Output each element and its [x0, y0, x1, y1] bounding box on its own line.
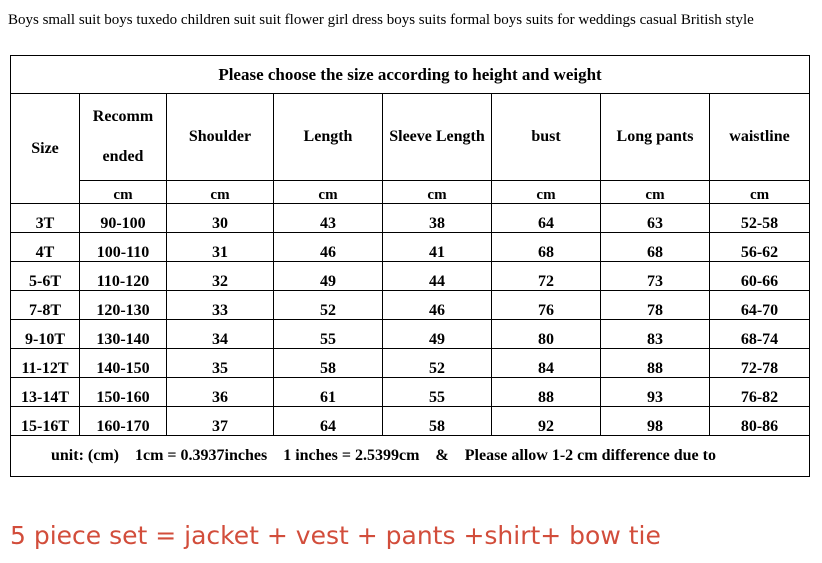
table-cell: 52 — [383, 349, 492, 378]
table-cell: 61 — [274, 378, 383, 407]
footer-unit: unit: (cm) — [51, 447, 119, 464]
size-label-cell: 15-16T — [11, 407, 80, 436]
table-footer — [11, 436, 810, 477]
table-cell: 120-130 — [80, 291, 167, 320]
table-row — [11, 320, 810, 349]
table-cell: 64 — [274, 407, 383, 436]
table-cell: 84 — [492, 349, 601, 378]
table-cell: 64-70 — [710, 291, 810, 320]
table-cell: 83 — [601, 320, 710, 349]
header-recommended: Recomm ended — [80, 94, 167, 181]
table-cell: 55 — [383, 378, 492, 407]
table-cell: 41 — [383, 233, 492, 262]
table-cell: 88 — [492, 378, 601, 407]
table-cell: 80-86 — [710, 407, 810, 436]
table-cell: 160-170 — [80, 407, 167, 436]
table-cell: 100-110 — [80, 233, 167, 262]
table-row — [11, 378, 810, 407]
table-cell: 55 — [274, 320, 383, 349]
footer-note: Please allow 1-2 cm difference due to — [464, 447, 716, 464]
table-cell: 63 — [601, 204, 710, 233]
unit-cell: cm — [167, 181, 274, 204]
table-cell: 73 — [601, 262, 710, 291]
table-header-row — [11, 94, 810, 181]
table-cell: 76 — [492, 291, 601, 320]
table-cell: 37 — [167, 407, 274, 436]
table-caption-row — [11, 56, 810, 94]
table-cell: 46 — [383, 291, 492, 320]
unit-cell: cm — [274, 181, 383, 204]
table-cell: 49 — [274, 262, 383, 291]
size-label-cell: 3T — [11, 204, 80, 233]
table-cell: 49 — [383, 320, 492, 349]
table-cell: 110-120 — [80, 262, 167, 291]
size-label-cell: 4T — [11, 233, 80, 262]
unit-cell: cm — [492, 181, 601, 204]
size-label-cell: 7-8T — [11, 291, 80, 320]
table-row — [11, 233, 810, 262]
table-cell: 72-78 — [710, 349, 810, 378]
table-cell: 52 — [274, 291, 383, 320]
unit-cell: cm — [601, 181, 710, 204]
table-caption: Please choose the size according to height and weight — [11, 56, 810, 94]
table-cell: 56-62 — [710, 233, 810, 262]
table-cell: 36 — [167, 378, 274, 407]
footer-conversion-inch: 1 inches = 2.5399cm — [283, 447, 420, 464]
table-footer-row — [11, 436, 810, 477]
table-cell: 80 — [492, 320, 601, 349]
table-cell: 58 — [383, 407, 492, 436]
table-cell: 64 — [492, 204, 601, 233]
table-cell: 43 — [274, 204, 383, 233]
table-cell: 130-140 — [80, 320, 167, 349]
table-unit-row — [11, 181, 810, 204]
table-row — [11, 262, 810, 291]
table-cell: 46 — [274, 233, 383, 262]
table-cell: 88 — [601, 349, 710, 378]
table-cell: 31 — [167, 233, 274, 262]
table-cell: 60-66 — [710, 262, 810, 291]
header-waistline: waistline — [710, 94, 810, 181]
table-cell: 78 — [601, 291, 710, 320]
table-cell: 140-150 — [80, 349, 167, 378]
size-label-cell: 5-6T — [11, 262, 80, 291]
table-cell: 52-58 — [710, 204, 810, 233]
footer-conversion-cm: 1cm = 0.3937inches — [134, 447, 268, 464]
header-sleeve-length: Sleeve Length — [383, 94, 492, 181]
table-cell: 32 — [167, 262, 274, 291]
table-cell: 44 — [383, 262, 492, 291]
table-row — [11, 204, 810, 233]
header-size: Size — [11, 94, 80, 204]
footer-ampersand: & — [435, 447, 449, 464]
size-label-cell: 13-14T — [11, 378, 80, 407]
table-cell: 93 — [601, 378, 710, 407]
table-cell: 68 — [492, 233, 601, 262]
table-cell: 90-100 — [80, 204, 167, 233]
unit-cell: cm — [80, 181, 167, 204]
table-row — [11, 407, 810, 436]
header-shoulder: Shoulder — [167, 94, 274, 181]
table-cell: 33 — [167, 291, 274, 320]
table-cell: 150-160 — [80, 378, 167, 407]
table-cell: 30 — [167, 204, 274, 233]
table-cell: 35 — [167, 349, 274, 378]
table-cell: 76-82 — [710, 378, 810, 407]
header-long-pants: Long pants — [601, 94, 710, 181]
table-cell: 68-74 — [710, 320, 810, 349]
table-cell: 58 — [274, 349, 383, 378]
table-cell: 34 — [167, 320, 274, 349]
table-row — [11, 291, 810, 320]
size-label-cell: 11-12T — [11, 349, 80, 378]
header-bust: bust — [492, 94, 601, 181]
unit-cell: cm — [710, 181, 810, 204]
table-cell: 98 — [601, 407, 710, 436]
page-title: Boys small suit boys tuxedo children suit suit flower girl dress boys suits formal boys suits for weddings casual British style — [8, 12, 754, 28]
set-contents-note: 5 piece set = jacket + vest + pants +shirt+ bow tie — [10, 521, 661, 550]
size-chart-table — [10, 55, 810, 477]
header-length: Length — [274, 94, 383, 181]
table-cell: 92 — [492, 407, 601, 436]
table-cell: 68 — [601, 233, 710, 262]
table-row — [11, 349, 810, 378]
table-cell: 38 — [383, 204, 492, 233]
table-cell: 72 — [492, 262, 601, 291]
unit-cell: cm — [383, 181, 492, 204]
size-label-cell: 9-10T — [11, 320, 80, 349]
